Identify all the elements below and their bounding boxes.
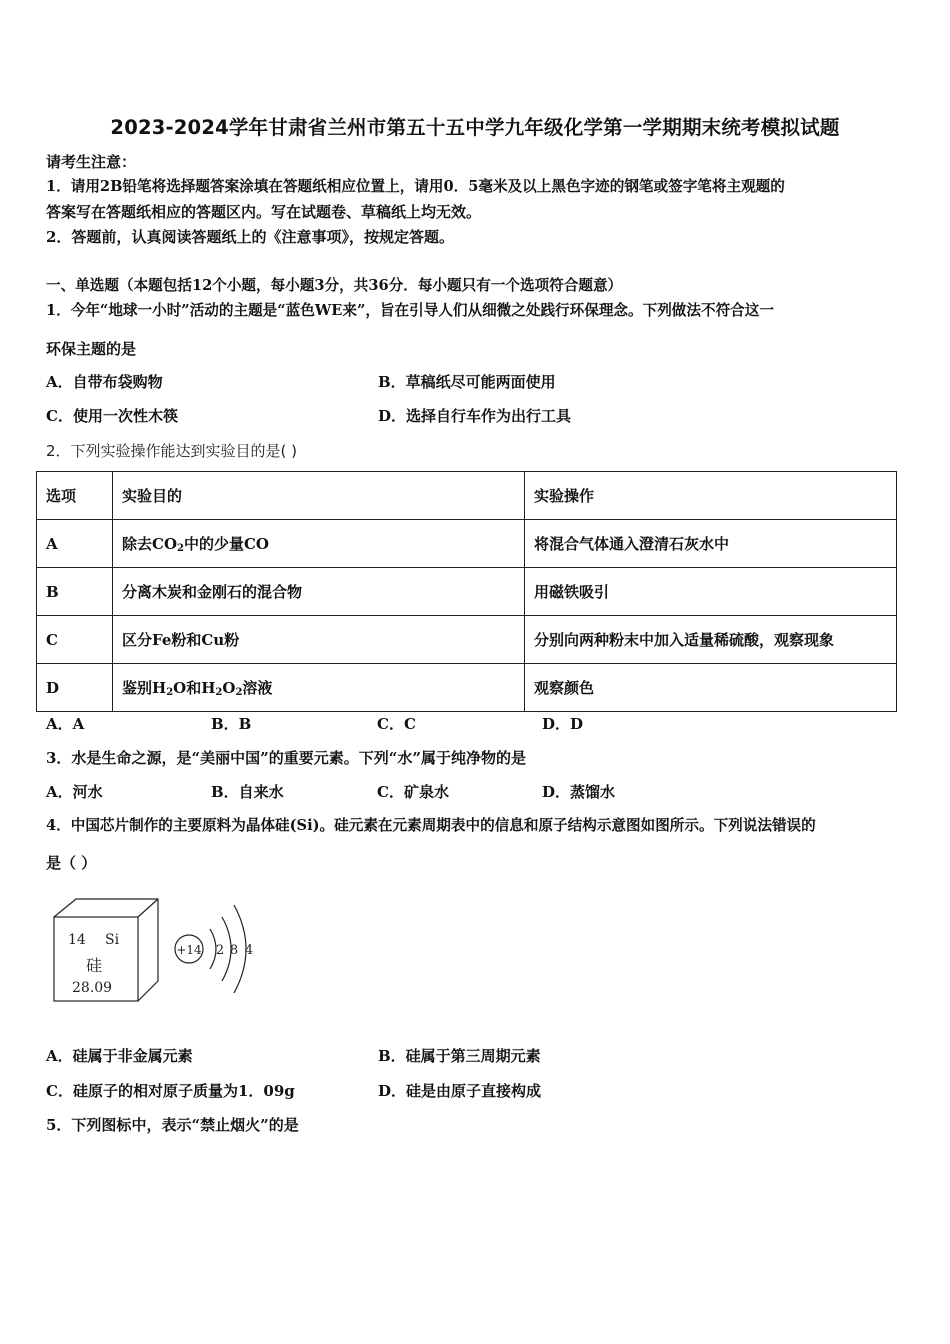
header-operation: 实验操作 <box>525 472 897 520</box>
row-operation: 观察颜色 <box>525 664 897 712</box>
q3-option-d: D．蒸馏水 <box>542 783 616 801</box>
q3-option-b: B．自来水 <box>211 783 284 801</box>
shell-electrons-1: 2 <box>215 943 225 958</box>
row-option: D <box>37 664 113 712</box>
q1-option-c: C．使用一次性木筷 <box>46 407 178 425</box>
row-purpose: 区分Fe粉和Cu粉 <box>113 616 525 664</box>
notice-line-2: 2．答题前，认真阅读答题纸上的《注意事项》，按规定答题。 <box>46 228 454 246</box>
q4-stem-b: 是（ ） <box>46 854 97 872</box>
row-operation: 用磁铁吸引 <box>525 568 897 616</box>
q1-option-a: A．自带布袋购物 <box>46 373 163 391</box>
q2-option-b: B．B <box>211 715 252 733</box>
atom-structure <box>175 905 253 993</box>
q4-option-c: C．硅原子的相对原子质量为1．09g <box>46 1082 295 1100</box>
atomic-mass: 28.09 <box>72 980 113 996</box>
header-option: 选项 <box>37 472 113 520</box>
header-purpose: 实验目的 <box>113 472 525 520</box>
element-name: 硅 <box>86 956 103 975</box>
row-option: A <box>37 520 113 568</box>
shell-electrons-2: 8 <box>229 943 239 958</box>
row-option: B <box>37 568 113 616</box>
row-operation: 分别向两种粉末中加入适量稀硫酸，观察现象 <box>525 616 897 664</box>
q3-option-c: C．矿泉水 <box>377 783 449 801</box>
q2-stem: 2．下列实验操作能达到实验目的是( ) <box>46 442 298 460</box>
q5-stem: 5．下列图标中，表示“禁止烟火”的是 <box>46 1116 299 1134</box>
q2-option-c: C．C <box>377 715 416 733</box>
table-row <box>37 616 897 664</box>
q2-table <box>36 471 897 712</box>
q3-stem: 3．水是生命之源，是“美丽中国”的重要元素。下列“水”属于纯净物的是 <box>46 749 526 767</box>
section-heading: 一、单选题（本题包括12个小题，每小题3分，共36分．每小题只有一个选项符合题意） <box>46 277 623 294</box>
row-purpose: 鉴别$H_2O$和$H_2O_2$溶液 <box>113 664 525 712</box>
shell-electrons-3: 4 <box>244 943 254 958</box>
row-purpose: 分离木炭和金刚石的混合物 <box>113 568 525 616</box>
row-purpose: 除去$CO_2$中的少量CO <box>113 520 525 568</box>
page-title: 2023-2024学年甘肃省兰州市第五十五中学九年级化学第一学期期末统考模拟试题 <box>110 116 840 139</box>
atomic-number: 14 <box>68 932 86 948</box>
row-operation: 将混合气体通入澄清石灰水中 <box>525 520 897 568</box>
q4-option-d: D．硅是由原子直接构成 <box>378 1082 542 1100</box>
notice-line-1a: 1．请用2B铅笔将选择题答案涂填在答题纸相应位置上，请用0．5毫米及以上黑色字迹的钢笔或签字笔将主观题的 <box>46 178 785 195</box>
q1-option-b: B．草稿纸尽可能两面使用 <box>378 373 556 391</box>
notice-heading: 请考生注意： <box>46 153 137 171</box>
table-row <box>37 664 897 712</box>
q1-option-d: D．选择自行车作为出行工具 <box>378 407 572 425</box>
silicon-diagram <box>50 893 280 1008</box>
q2-option-a: A．A <box>46 715 85 733</box>
table-row <box>37 520 897 568</box>
q4-stem-a: 4．中国芯片制作的主要原料为晶体硅(Si)。硅元素在元素周期表中的信息和原子结构示意图如图所示。下列说法错误的 <box>46 817 816 834</box>
table-header-row <box>37 472 897 520</box>
nucleus-charge: +14 <box>176 943 202 957</box>
q1-stem-a: 1．今年“地球一小时”活动的主题是“蓝色WE来”，旨在引导人们从细微之处践行环保理念。下列做法不符合这一 <box>46 302 774 319</box>
q4-option-a: A．硅属于非金属元素 <box>46 1047 193 1065</box>
q2-option-d: D．D <box>542 715 584 733</box>
q3-option-a: A．河水 <box>46 783 103 801</box>
element-symbol: Si <box>105 932 120 948</box>
q1-stem-b: 环保主题的是 <box>46 340 137 358</box>
notice-line-1b: 答案写在答题纸相应的答题区内。写在试题卷、草稿纸上均无效。 <box>46 203 482 221</box>
table-row <box>37 568 897 616</box>
row-option: C <box>37 616 113 664</box>
q4-option-b: B．硅属于第三周期元素 <box>378 1047 541 1065</box>
